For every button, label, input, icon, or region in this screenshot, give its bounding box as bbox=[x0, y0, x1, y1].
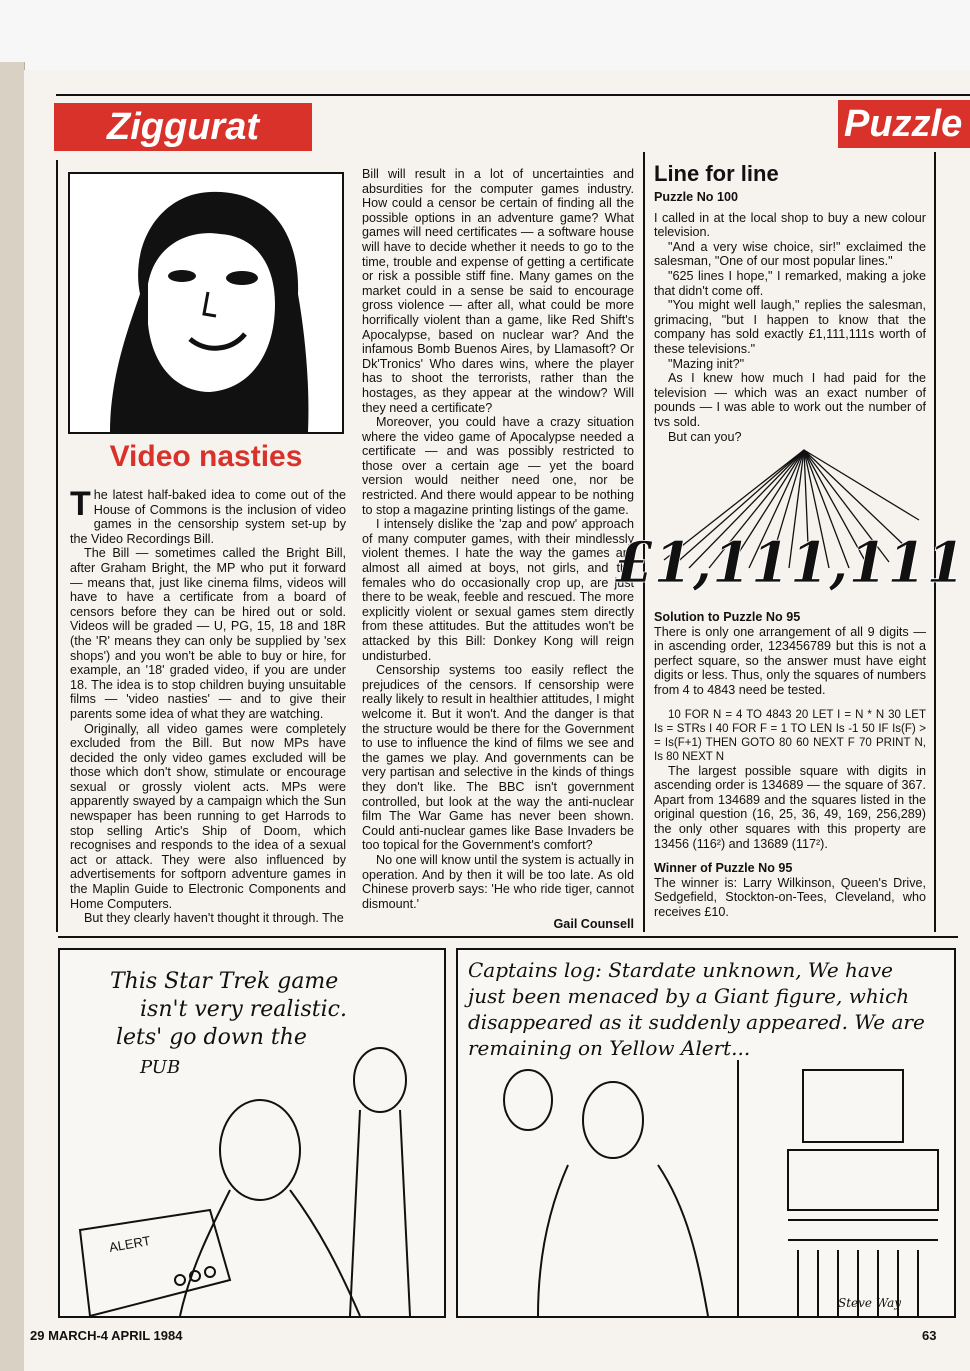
cartoon-panel-left bbox=[58, 948, 446, 1318]
figure-amount: £1,111,111 bbox=[614, 530, 966, 597]
article-paragraph: Bill will result in a lot of uncertainties and absurdities for the computer games industry. How could a censor be certain of finding all the possible options in an adventure game? What games will need certificates — a software house will have to decide whether it needs to go to the time, trouble and expense of getting a certificate or risk a possible stiff fine. Many games on the market could in a sense be said to encourage gross violence — after all, what could be more horrifically violent than a game, like Red Shift's Apocalypse, based on nuclear war? And the infamous Bomb Buenos Aires, by Llamasoft? Or Dk'Tronics' Who dares wins, where the player has to shoot the terrorists, rather than the hostages, as they appear at the window? Will they need a certificate? bbox=[362, 167, 634, 415]
article-column-1 bbox=[70, 485, 346, 926]
cartoon-strip bbox=[58, 936, 958, 1324]
cartoon-panel-right bbox=[456, 948, 956, 1318]
article-paragraph: Originally, all video games were completely excluded from the Bill. But now MPs have decided the only video games excluded will be those which don't show, stimulate or encourage sexual or grossly violent acts. MPs were apparently swayed by a campaign which the Sun newspaper has been running to get Harrods to stop selling Artic's Ship of Doom, which recognises and responds to the idea of a sexual act or attack. They were also influenced by advertisements for softporn adventure games in the Maplin Guide to Electronic Components and Home Computers. bbox=[70, 721, 346, 911]
puzzle-paragraph: But can you? bbox=[668, 429, 742, 444]
cartoon-caption-line: lets' go down the bbox=[116, 1025, 307, 1050]
cartoon-caption-line: remaining on Yellow Alert... bbox=[468, 1036, 751, 1060]
puzzle-figure bbox=[614, 450, 966, 600]
portrait-illustration bbox=[70, 174, 342, 432]
section-banner-ziggurat: Ziggurat bbox=[54, 103, 312, 151]
article-paragraph: Moreover, you could have a crazy situation where the video game of Apocalypse needed a certificate — and was possibly restricted to those over a certain age — yet the board version would neither need one, nor be restricted. And there would appear to be nothing to stop a magazine printing listings of the game. bbox=[362, 415, 634, 517]
section-banner-puzzle: Puzzle bbox=[838, 100, 970, 148]
cartoon-caption-line: isn't very realistic. bbox=[140, 997, 347, 1022]
article-paragraph: he latest half-baked idea to come out of the House of Commons is the inclusion of video games in the censorship system set-up by the Video Recordings Bill. bbox=[70, 488, 346, 546]
basic-program: 10 FOR N = 4 TO 4843 20 LET I = N * N 30 LET Is = STRs I 40 FOR F = 1 TO LEN Is -1 50 IF Is(F) > = Is(F+1) THEN GOTO 80 60 NEXT F 70 PRINT N, Is 80 NEXT N bbox=[654, 708, 926, 763]
article-byline: Gail Counsell bbox=[553, 917, 634, 932]
solution-paragraph: There is only one arrangement of all 9 digits — in ascending order, 123456789 but this is not a perfect square, so the answer must have eight digits or less. Thus, only the squares of numbers from 4 to 4843 need be tested. bbox=[654, 624, 926, 698]
cartoon-caption-line: Captains log: Stardate unknown, We have bbox=[468, 958, 893, 982]
cartoon-caption-line: PUB bbox=[140, 1057, 181, 1078]
puzzle-paragraph: "You might well laugh," replies the salesman, grimacing, "but I happen to know that the company has sold exactly £1,111,111s worth of these televisions." bbox=[654, 298, 926, 356]
winner-paragraph: The winner is: Larry Wilkinson, Queen's Drive, Sedgefield, Stockton-on-Tees, Cleveland, who receives £10. bbox=[654, 875, 926, 919]
puzzle-paragraph: "And a very wise choice, sir!" exclaimed the salesman, "One of our most popular lines." bbox=[654, 239, 926, 269]
article-paragraph: The Bill — sometimes called the Bright Bill, after Graham Bright, the MP who put it forward — means that, just like cinema films, videos will have to have a certificate from a board of censors before they can be hired out or sold. Videos will be graded — U, PG, 15, 18 and 18R (the 'R' means they can only be supplied by 'sex shops') and you won't be able to buy or hire, for example, an '18' graded video, if you are under 18. The idea is to stop children buying unsuitable films — 'video nasties' — and to give their parents some idea of what they are watching. bbox=[70, 546, 346, 721]
puzzle-paragraph: As I knew how much I had paid for the television — which was an exact number of pounds — I was able to work out the number of tvs sold. bbox=[654, 371, 926, 429]
alert-sign: ALERT bbox=[107, 1232, 152, 1255]
puzzle-number: Puzzle No 100 bbox=[654, 190, 738, 204]
puzzle-paragraph: "Mazing init?" bbox=[668, 356, 745, 371]
cartoon-caption-line: This Star Trek game bbox=[110, 969, 339, 994]
binding-spine bbox=[0, 62, 25, 1371]
drop-cap: T bbox=[70, 485, 91, 523]
cartoon-drawing-left bbox=[60, 950, 444, 1316]
author-photo bbox=[68, 172, 344, 434]
footer-page-number: 63 bbox=[922, 1328, 937, 1343]
line-string-figure bbox=[614, 450, 966, 600]
column-rule-left bbox=[56, 160, 58, 932]
solution-heading: Solution to Puzzle No 95 bbox=[654, 610, 801, 625]
article-column-2 bbox=[362, 167, 634, 932]
article-headline: Video nasties bbox=[109, 440, 303, 473]
cartoonist-signature: Steve Way bbox=[838, 1296, 902, 1310]
top-rule bbox=[56, 94, 970, 96]
puzzle-paragraph: "625 lines I hope," I remarked, making a joke that didn't come off. bbox=[654, 268, 926, 298]
puzzle-column bbox=[614, 161, 966, 920]
puzzle-title: Line for line bbox=[654, 161, 779, 186]
article-paragraph: No one will know until the system is actually in operation. And by then it will be too late. As old Chinese proverb says: 'He who ride tiger, cannot dismount.' bbox=[362, 852, 634, 911]
scan-top-margin bbox=[0, 0, 970, 70]
article-paragraph: I intensely dislike the 'zap and pow' approach of many computer games, with their mindlessly violent themes. I hate the way the games are almost all aimed at boys, not girls, and the females who do occasionally crop up, are just there to be weak, feeble and rescued. The more explicitly violent or sexual games stem directly from these attitudes. But the attitudes won't be attacked by this Bill: Donkey Kong will reign undisturbed. bbox=[362, 517, 634, 663]
cartoon-drawing-right bbox=[458, 950, 954, 1316]
article-paragraph: Censorship systems too easily reflect the prejudices of the censors. If censorship were really likely to result in healthier attitudes, I might welcome it. But it won't. And the danger is that the structure would be there for the Government to use to influence the kind of films we see and the games we play. And governments can be very partisan and selective in the kinds of things they don't like. The BBC isn't government controlled, but look at the way the anti-nuclear film The War Game has never been shown. Could anti-nuclear games like Base Invaders be too topical for the Government's comfort? bbox=[362, 663, 634, 853]
cartoon-caption-line: disappeared as it suddenly appeared. We are bbox=[468, 1010, 925, 1034]
puzzle-paragraph: I called in at the local shop to buy a new colour television. bbox=[654, 210, 926, 240]
cartoon-caption-line: just been menaced by a Giant figure, which bbox=[468, 984, 910, 1008]
footer-issue-date: 29 MARCH-4 APRIL 1984 bbox=[30, 1328, 183, 1343]
winner-heading: Winner of Puzzle No 95 bbox=[654, 861, 793, 876]
solution-paragraph: The largest possible square with digits in ascending order is 134689 — the square of 367. Apart from 134689 and the squares listed in the original question (16, 25, 36, 49, 169, 256,289) the only other squares with this property are 13456 (116²) and 13689 (117²). bbox=[654, 763, 926, 851]
article-paragraph: But they clearly haven't thought it through. The bbox=[84, 911, 344, 926]
